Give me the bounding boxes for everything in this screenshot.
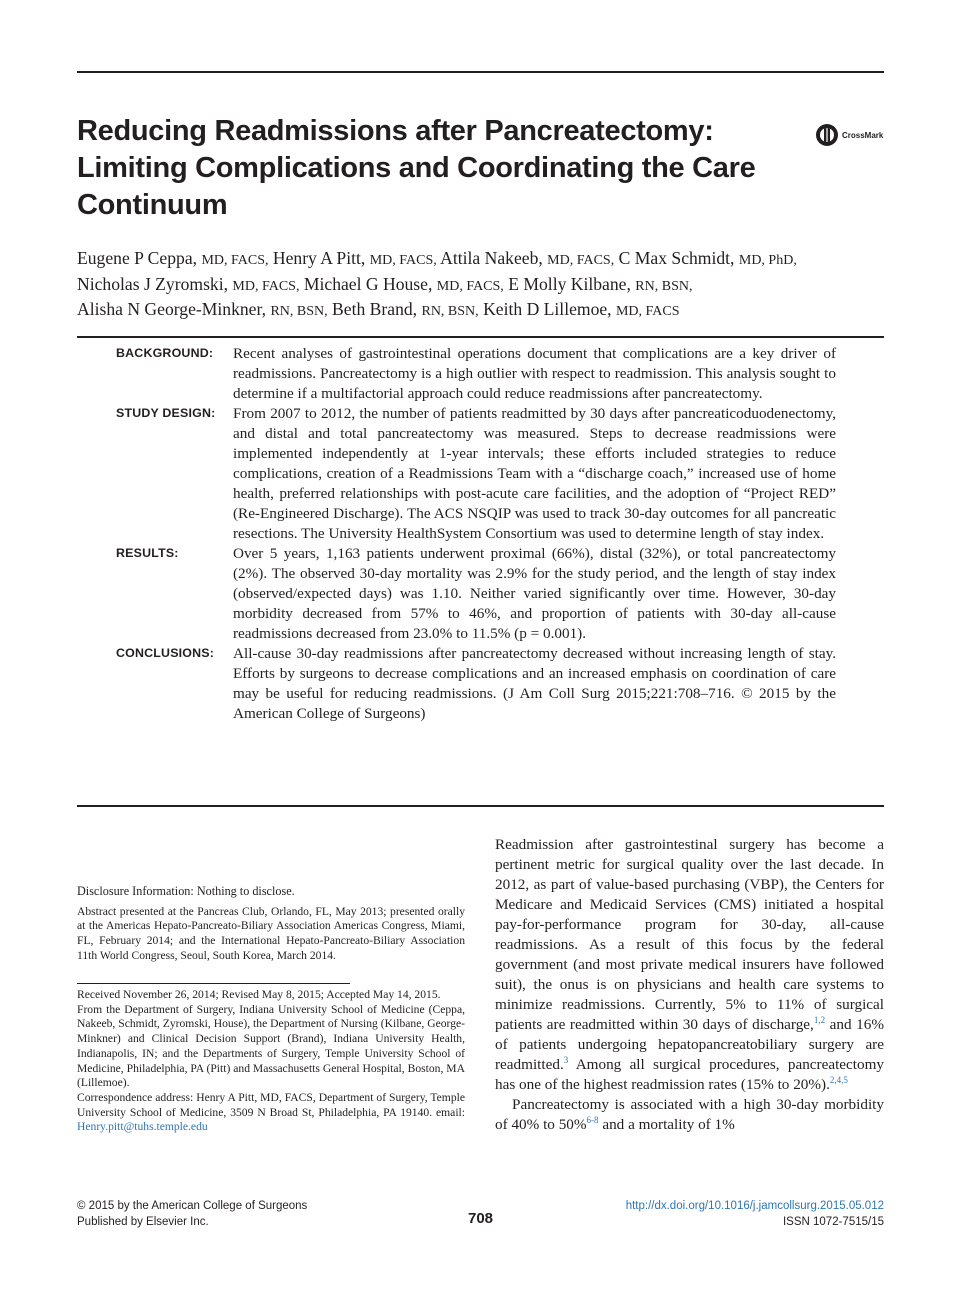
abstract-text: From 2007 to 2012, the number of patients readmitted by 30 days after pancreaticoduodenectomy, and distal and total pancreatectomy was measured. Steps to decrease readmissions were implemented independently at 1-year intervals; these efforts included strategies to reduce complications, creation of a Readmissions Team with a “discharge coach,” increased use of home health, preferred relationships with post-acute care facilities, and the adoption of “Project RED” (Re-Engineered Discharge). The ACS NSQIP was used to track 30-day outcomes for all pancreatic resections. The University HealthSystem Consortium was used to determine length of stay index. [233,405,836,542]
author: Michael G House, MD, FACS, [303,273,504,294]
issn-text: ISSN 1072-7515/15 [782,1216,884,1228]
citation-link[interactable]: 2,4,5 [829,1074,848,1085]
footnote-rule [77,983,350,984]
citation-link[interactable]: 3 [563,1054,569,1065]
body-text [495,835,884,1135]
copyright-text: © 2015 by the American College of Surgeons [77,1200,308,1212]
article-title: Reducing Readmissions after Pancreatectomy: Limiting Complications and Coordinating the Care Continuum [77,115,756,221]
footer-right [626,1198,884,1230]
top-rule [77,71,884,73]
abstract-top-rule [77,336,884,338]
abstract-bottom-rule [77,805,884,807]
author: Attila Nakeeb, MD, FACS, [440,248,615,268]
disclosure-note: Disclosure Information: Nothing to disclose. [77,884,295,898]
correspondence-note: Correspondence address: Henry A Pitt, MD, FACS, Department of Surgery, Temple University School of Medicine, 3509 N Broad St, Philadelphia, PA 19140. email: Henry.pitt@tuhs.temple.edu [77,1090,465,1134]
email-link[interactable]: Henry.pitt@tuhs.temple.edu [77,1120,208,1134]
abstract-label: STUDY DESIGN: [116,406,216,420]
abstract-conclusions [116,644,836,724]
body-paragraph: Pancreatectomy is associated with a high 30-day morbidity of 40% to 50%$^{6-8}$ and a mortality of 1% [495,1096,884,1133]
abstract-text: Over 5 years, 1,163 patients underwent proximal (66%), distal (32%), or total pancreatectomy (2%). The observed 30-day mortality was 2.9% for the study period, and the length of stay index (observed/expected days) was 1.10. Neither varied significantly over time. However, 30-day morbidity decreased from 57% to 46%, and proportion of patients with 30-day all-cause readmissions decreased from 23.0% to 11.5% (p = 0.001). [233,545,836,642]
author: Eugene P Ceppa, MD, FACS, [77,248,269,268]
abstract-study-design [116,404,836,544]
author: Nicholas J Zyromski, MD, FACS, [77,273,300,294]
doi-link[interactable]: http://dx.doi.org/10.1016/j.jamcollsurg.2015.05.012 [625,1200,884,1212]
abstract-results [116,544,836,644]
received-note: Received November 26, 2014; Revised May 8, 2015; Accepted May 14, 2015. [77,988,441,1001]
footnotes-bottom [77,988,465,1135]
citation-link[interactable]: 6-8 [586,1114,599,1125]
author: Henry A Pitt, MD, FACS, [272,248,437,268]
author-list [77,247,887,324]
structured-abstract [116,344,836,724]
author: C Max Schmidt, MD, PhD, [618,248,797,268]
presentation-note: Abstract presented at the Pancreas Club, Orlando, FL, May 2013; presented orally at the Americas Hepato-Pancreato-Biliary Association Americas Congress, Miami, FL, February 2014; and the International Hepato-Pancreato-Biliary Association 11th World Congress, Seoul, South Korea, March 2014. [77,904,465,962]
author: Beth Brand, RN, BSN, [332,299,479,319]
citation-link[interactable]: 1,2 [813,1014,826,1025]
affiliation-note: From the Department of Surgery, Indiana University School of Medicine (Ceppa, Nakeeb, Schmidt, Zyromski, House), the Department of Nursing (Kilbane, George-Minkner) and Clinical Decision Support (Brand), Indiana University Health, Indianapolis, IN; and the Departments of Surgery, Temple University School of Medicine, Philadelphia, PA (Pitt) and Massachusetts General Hospital, Boston, MA (Lillemoe). [77,1002,465,1090]
abstract-text: Recent analyses of gastrointestinal operations document that complications are a key driver of readmissions. Pancreatectomy is a high outlier with respect to readmission. This analysis sought to determine if a multifactorial approach could reduce readmissions after pancreatectomy. [233,345,836,402]
page-number: 708 [467,1210,494,1227]
publisher-text: Published by Elsevier Inc. [77,1216,209,1228]
crossmark-label: CrossMark [842,130,884,140]
abstract-background [116,344,836,404]
author: Keith D Lillemoe, MD, FACS [483,299,680,319]
crossmark-icon [815,123,839,147]
page-footer [77,1198,884,1238]
abstract-label: RESULTS: [116,546,179,560]
abstract-text: All-cause 30-day readmissions after pancreatectomy decreased without increasing length of stay. Efforts by surgeons to decrease complications and an increased emphasis on coordination of care may be useful for reducing readmissions. (J Am Coll Surg 2015;221:708–716. © 2015 by the American College of Surgeons) [233,645,836,722]
abstract-label: BACKGROUND: [116,346,214,360]
crossmark-badge[interactable] [815,121,887,149]
author: E Molly Kilbane, RN, BSN, [508,273,693,294]
footnotes-top [77,884,465,964]
body-paragraph: Readmission after gastrointestinal surgery has become a pertinent metric for surgical quality over the last decade. In 2012, as part of value-based purchasing (VBP), the Centers for Medicare and Medicaid Services (CMS) initiated a hospital pay-for-performance program for 30-day, all-cause readmissions. As a result of this focus by the federal government (and most private medical insurers have followed suit), the onus is on physicians and health care systems to minimize readmissions. Currently, 5% to 11% of surgical patients are readmitted within 30 days of discharge,$^{1,2}$ and 16% of patients undergoing hepatopancreatobiliary surgery are readmitted.$^3$ Among all surgical procedures, pancreatectomy has one of the highest readmission rates (15% to 20%).$^{2,4,5}$ [495,836,884,1093]
author: Alisha N George-Minkner, RN, BSN, [77,299,328,319]
abstract-label: CONCLUSIONS: [116,646,215,660]
